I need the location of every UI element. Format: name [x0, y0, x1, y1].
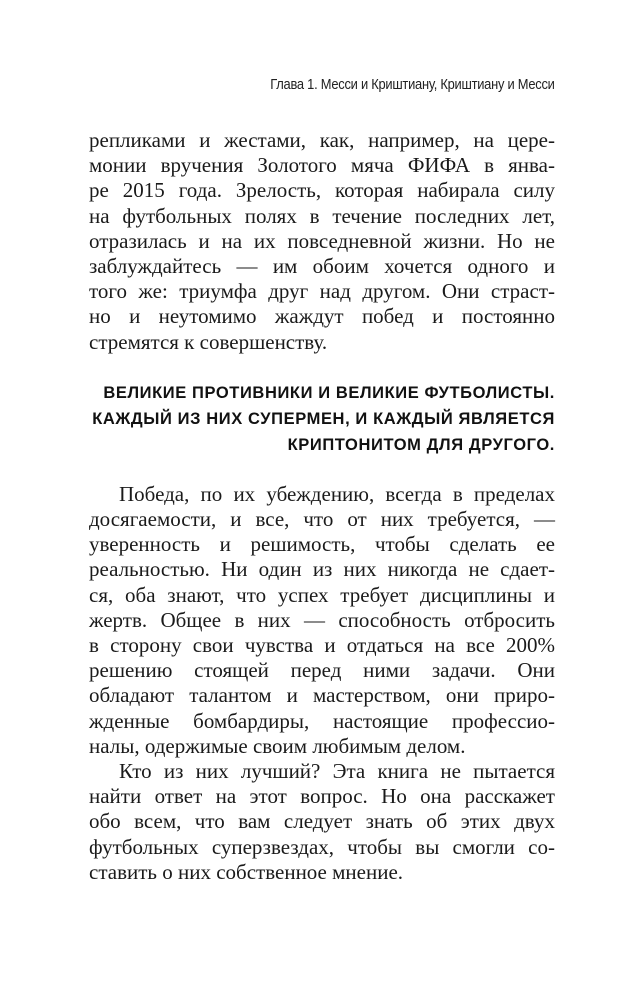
text-line: ре 2015 года. Зрелость, которая набирала силу	[89, 178, 555, 203]
text-line: заблуждайтесь — им обоим хочется одного и	[89, 254, 555, 279]
pull-quote-line: КРИПТОНИТОМ ДЛЯ ДРУГОГО.	[287, 435, 555, 454]
text-line: Кто из них лучший? Эта книга не пытается	[119, 759, 555, 784]
text-line: футбольных суперзвездах, чтобы вы смогли со-	[89, 834, 555, 859]
text-line: жертв. Общее в них — способность отбросить	[89, 607, 555, 632]
pull-quote-line: ВЕЛИКИЕ ПРОТИВНИКИ И ВЕЛИКИЕ ФУТБОЛИСТЫ.	[103, 383, 555, 402]
text-line: ся, оба знают, что успех требует дисциплины и	[89, 582, 555, 607]
text-line: монии вручения Золотого мяча ФИФА в янва-	[89, 153, 555, 178]
text-line: отразилась и на их повседневной жизни. Но не	[89, 228, 555, 253]
text-line: на футбольных полях в течение последних лет,	[89, 203, 555, 228]
text-line: досягаемости, и все, что от них требуется, —	[89, 507, 555, 532]
text-line: того же: триумфа друг над другом. Они страст-	[89, 279, 555, 304]
text-line: найти ответ на этот вопрос. Но она расскажет	[89, 784, 555, 809]
text-line: Победа, по их убеждению, всегда в пределах	[119, 481, 555, 506]
text-line: но и неутомимо жаждут побед и постоянно	[89, 304, 555, 329]
paragraph-victory	[89, 482, 555, 759]
text-line: стремятся к совершенству.	[89, 329, 328, 354]
text-line: ставить о них собственное мнение.	[89, 859, 404, 884]
text-line: уверенность и решимость, чтобы сделать ее	[89, 532, 555, 557]
text-line: обладают талантом и мастерством, они приро-	[89, 683, 555, 708]
paragraph-who-is-best	[89, 759, 555, 885]
page-body	[89, 128, 555, 885]
pull-quote-line: КАЖДЫЙ ИЗ НИХ СУПЕРМЕН, И КАЖДЫЙ ЯВЛЯЕТСЯ	[92, 409, 555, 428]
paragraph-continuation	[89, 128, 555, 355]
text-line: налы, одержимые своим любимым делом.	[89, 733, 466, 758]
text-line: обо всем, что вам следует знать об этих двух	[89, 809, 555, 834]
text-line: решению стоящей перед ними задачи. Они	[89, 658, 555, 683]
running-header: Глава 1. Месси и Криштиану, Криштиану и Месси	[270, 76, 555, 93]
pull-quote	[89, 380, 555, 458]
text-line: в сторону свои чувства и отдаться на все 200%	[89, 633, 555, 658]
text-line: жденные бомбардиры, настоящие профессио-	[89, 708, 555, 733]
text-line: реальностью. Ни один из них никогда не сдает-	[89, 557, 555, 582]
text-line: репликами и жестами, как, например, на цере-	[89, 128, 555, 152]
